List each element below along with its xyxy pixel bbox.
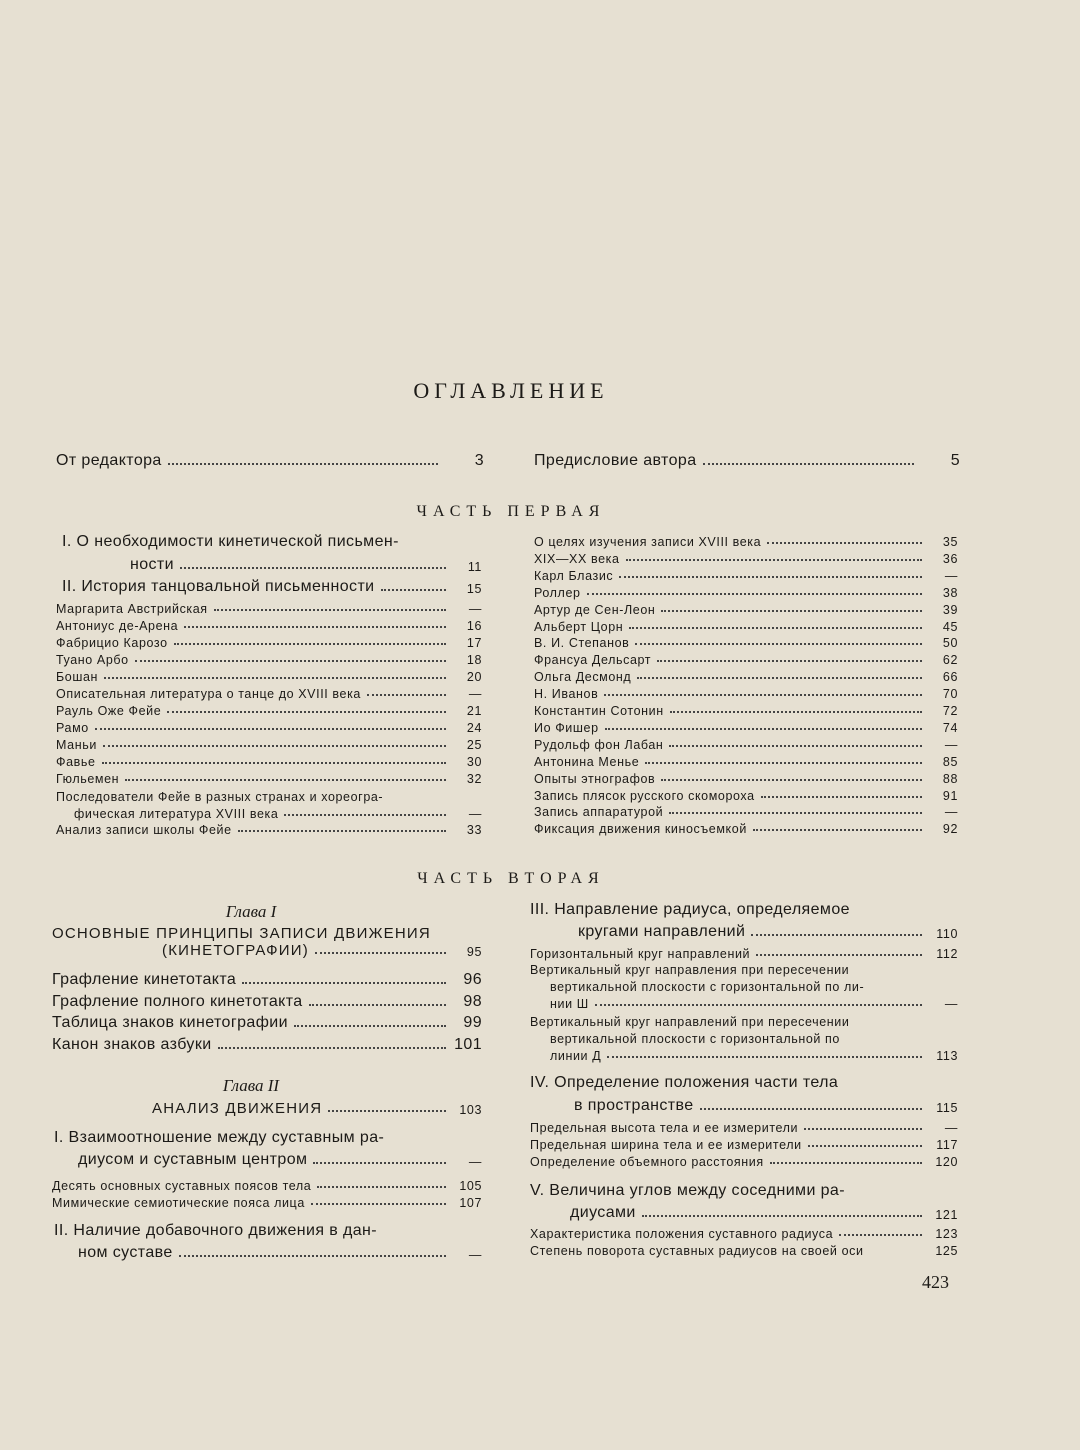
toc-entry (534, 704, 958, 718)
entry-page: 30 (466, 755, 482, 769)
toc-entry (530, 1155, 958, 1169)
toc-entry (534, 569, 958, 583)
section-5-item (530, 1244, 958, 1258)
toc-entry-preface (534, 452, 960, 470)
entry-text: Описательная литература о танце до XVIII века (56, 687, 361, 701)
toc-entry (534, 772, 958, 786)
entry-text: Запись плясок русского скомороха (534, 788, 755, 803)
chapter-2-heading (62, 578, 482, 596)
entry-text: Артур де Сен-Леон (534, 602, 656, 617)
section-1-item (52, 1179, 482, 1193)
entry-page: 117 (936, 1138, 958, 1152)
entry-page: 123 (935, 1227, 958, 1241)
entry-page: 88 (942, 771, 958, 786)
entry-page: 17 (466, 636, 482, 650)
entry-page: 21 (466, 704, 482, 718)
toc-entry (52, 1014, 482, 1032)
entry-page: 20 (466, 670, 482, 684)
toc-entry (56, 772, 482, 786)
entry-page: 113 (936, 1049, 958, 1063)
entry-text: фическая литература XVIII века (74, 807, 279, 821)
entry-text: Канон знаков азбуки (52, 1035, 212, 1053)
entry-text: АНАЛИЗ ДВИЖЕНИЯ (152, 1100, 323, 1117)
entry-page: 11 (467, 560, 482, 574)
entry-text: Запись аппаратурой (534, 805, 664, 820)
toc-entry (530, 1138, 958, 1152)
section-3-item-cont: вертикальной плоскости с горизонтальной по (550, 1032, 840, 1046)
section-3-heading: III. Направление радиуса, определяемое (530, 901, 850, 918)
analysis-entry (56, 823, 482, 837)
entry-text: Роллер (534, 585, 581, 600)
entry-page: 66 (942, 670, 958, 685)
entry-text: Опыты этнографов (534, 771, 656, 786)
toc-entry (56, 738, 482, 752)
page-number: 423 (922, 1272, 949, 1292)
entry-page: — (468, 807, 482, 821)
toc-entry (56, 670, 482, 684)
section-1-item (52, 1196, 482, 1210)
page-title: ОГЛАВЛЕНИЕ (413, 378, 609, 403)
toc-entry (56, 636, 482, 650)
entry-page: 18 (466, 653, 482, 667)
entry-page: 16 (466, 619, 482, 633)
entry-page: 35 (942, 535, 958, 549)
toc-entry (534, 687, 958, 701)
chapter-1-label: Глава I (225, 902, 277, 921)
followers-entry-cont (74, 807, 482, 821)
entry-text: Таблица знаков кинетографии (52, 1014, 288, 1031)
section-2-heading-cont (78, 1244, 482, 1262)
entry-page: 125 (935, 1244, 958, 1258)
entry-text: нии Ш (550, 997, 589, 1011)
entry-page: 24 (466, 721, 482, 735)
entry-page: 121 (935, 1208, 958, 1222)
entry-text: XIX—XX века (534, 551, 620, 566)
section-2-heading: II. Наличие добавочного движения в дан- (54, 1222, 378, 1239)
toc-entry (534, 603, 958, 617)
entry-text: Туано Арбо (56, 653, 129, 667)
toc-entry (56, 653, 482, 667)
entry-text: Характеристика положения суставного радиуса (530, 1227, 834, 1241)
entry-text: Предельная ширина тела и ее измерители (530, 1138, 802, 1152)
entry-text: Фиксация движения киносъемкой (534, 822, 747, 837)
toc-entry (530, 1121, 958, 1135)
toc-entry (534, 535, 958, 549)
entry-page: — (944, 805, 958, 820)
entry-page: — (944, 568, 958, 583)
toc-entry (534, 721, 958, 735)
entry-page: 98 (463, 992, 482, 1010)
entry-text: Определение объемного расстояния (530, 1155, 764, 1169)
part-two-title: ЧАСТЬ ВТОРАЯ (417, 870, 605, 887)
entry-text: От редактора (56, 452, 162, 469)
toc-entry (56, 755, 482, 769)
entry-text: Н. Иванов (534, 687, 599, 702)
entry-page: 91 (942, 788, 958, 803)
entry-text: Рамо (56, 721, 89, 735)
section-5-heading: V. Величина углов между соседними ра- (530, 1182, 845, 1199)
entry-page: — (468, 687, 482, 701)
entry-page: 95 (466, 945, 482, 959)
toc-entry (534, 755, 958, 769)
entry-text: Карл Блазис (534, 568, 614, 583)
entry-text: в пространстве (574, 1097, 694, 1114)
entry-text: диусом и суставным центром (78, 1151, 308, 1168)
entry-text: (КИНЕТОГРАФИИ) (162, 942, 309, 959)
entry-page: 101 (454, 1035, 482, 1053)
toc-entry (56, 687, 482, 701)
toc-entry (534, 636, 958, 650)
entry-page: 33 (466, 823, 482, 837)
section-3-item: Вертикальный круг направления при пересечении (530, 963, 850, 977)
entry-page: — (468, 1155, 482, 1169)
entry-text: Предельная высота тела и ее измерители (530, 1121, 799, 1135)
toc-entry (534, 653, 958, 667)
section-1-heading-cont (78, 1151, 482, 1169)
entry-page: — (944, 1121, 958, 1135)
entry-page: 112 (936, 947, 958, 961)
entry-text: О целях изучения записи XVIII века (534, 535, 762, 549)
entry-page: 3 (474, 452, 484, 469)
entry-page: 72 (942, 704, 958, 718)
toc-entry (534, 586, 958, 600)
entry-text: Бошан (56, 670, 99, 684)
entry-text: Анализ записи школы Фейе (56, 823, 232, 837)
section-3-item: Вертикальный круг направлений при пересечении (530, 1015, 850, 1029)
section-3-item-cont (550, 1049, 958, 1063)
entry-page: 50 (942, 636, 958, 651)
entry-page: 70 (942, 687, 958, 702)
entry-text: Степень поворота суставных радиусов на своей оси (530, 1244, 864, 1258)
entry-text: Десять основных суставных поясов тела (52, 1179, 312, 1193)
toc-entry (534, 620, 958, 634)
entry-page: — (468, 602, 482, 616)
entry-page: 38 (942, 585, 958, 600)
entry-text: Фавье (56, 755, 96, 769)
chapter-2-title (152, 1100, 482, 1117)
entry-text: Антониус де-Арена (56, 619, 179, 633)
entry-text: Константин Сотонин (534, 704, 664, 718)
entry-page: 96 (463, 971, 482, 988)
section-5-item (530, 1227, 958, 1241)
entry-page: — (468, 1248, 482, 1262)
followers-entry: Последователи Фейе в разных странах и хореогра- (56, 790, 384, 804)
entry-text: Мимические семиотические пояса лица (52, 1196, 305, 1210)
entry-text: диусами (570, 1204, 636, 1221)
entry-text: Антонина Менье (534, 754, 640, 769)
toc-entry (52, 1036, 482, 1054)
toc-entry (534, 670, 958, 684)
entry-text: Предисловие автора (534, 452, 697, 469)
entry-text: Графление кинетотакта (52, 971, 237, 988)
chapter-2-label: Глава II (222, 1076, 280, 1095)
entry-text: ности (130, 556, 174, 573)
section-4-heading-cont (574, 1097, 958, 1115)
entry-page: — (944, 997, 958, 1011)
part-one-title: ЧАСТЬ ПЕРВАЯ (416, 503, 606, 520)
entry-text: Маньи (56, 738, 97, 752)
toc-entry (534, 789, 958, 803)
entry-page: 115 (936, 1101, 958, 1115)
section-3-item-cont: вертикальной плоскости с горизонтальной по ли- (550, 980, 865, 994)
toc-entry (56, 619, 482, 633)
entry-text: В. И. Степанов (534, 636, 630, 651)
toc-entry (52, 971, 482, 989)
entry-page: 32 (466, 772, 482, 786)
entry-page: 110 (936, 927, 958, 941)
entry-page: — (944, 737, 958, 752)
section-3-item-cont (550, 997, 958, 1011)
entry-text: II. История танцовальной письменности (62, 578, 375, 595)
entry-page: 74 (942, 720, 958, 735)
entry-text: Фабрицио Карозо (56, 636, 168, 650)
entry-page: 107 (459, 1196, 482, 1210)
entry-page: 85 (942, 754, 958, 769)
toc-entry (52, 993, 482, 1011)
entry-text: кругами направлений (578, 923, 746, 940)
toc-entry (534, 738, 958, 752)
entry-page: 62 (942, 653, 958, 668)
entry-page: 36 (942, 551, 958, 566)
toc-entry (56, 704, 482, 718)
chapter-1-title: ОСНОВНЫЕ ПРИНЦИПЫ ЗАПИСИ ДВИЖЕНИЯ (52, 925, 431, 942)
entry-page: 15 (466, 582, 482, 596)
entry-page: 39 (942, 602, 958, 617)
entry-page: 103 (459, 1103, 482, 1117)
chapter-1-heading: I. О необходимости кинетической письмен- (62, 533, 399, 550)
entry-page: 120 (935, 1155, 958, 1169)
entry-text: линии Д (550, 1049, 602, 1063)
entry-text: Альберт Цорн (534, 619, 624, 634)
entry-text: Рауль Оже Фейе (56, 704, 162, 718)
entry-text: Ольга Десмонд (534, 670, 632, 685)
entry-page: 105 (459, 1179, 482, 1193)
entry-text: Гюльемен (56, 772, 120, 786)
entry-text: Ио Фишер (534, 720, 599, 735)
chapter-1-title-cont (162, 942, 482, 959)
toc-entry-editor (56, 452, 484, 470)
entry-page: 92 (942, 822, 958, 837)
toc-entry (56, 602, 482, 616)
section-3-item (530, 947, 958, 961)
toc-entry (534, 822, 958, 836)
entry-text: Маргарита Австрийская (56, 602, 208, 616)
entry-page: 45 (942, 619, 958, 634)
entry-text: Франсуа Дельсарт (534, 653, 652, 668)
toc-entry (56, 721, 482, 735)
toc-entry (534, 552, 958, 566)
section-4-heading: IV. Определение положения части тела (530, 1074, 839, 1091)
entry-text: ном суставе (78, 1244, 173, 1261)
section-1-heading: I. Взаимоотношение между суставным ра- (54, 1129, 385, 1146)
entry-text: Рудольф фон Лабан (534, 737, 664, 752)
section-3-heading-cont (578, 923, 958, 941)
toc-entry (534, 805, 958, 819)
entry-page: 5 (950, 452, 960, 469)
chapter-1-heading-cont (130, 556, 482, 574)
entry-page: 25 (466, 738, 482, 752)
entry-text: Графление полного кинетотакта (52, 992, 303, 1010)
entry-text: Горизонтальный круг направлений (530, 947, 751, 961)
entry-page: 99 (463, 1014, 482, 1031)
section-5-heading-cont (570, 1204, 958, 1222)
